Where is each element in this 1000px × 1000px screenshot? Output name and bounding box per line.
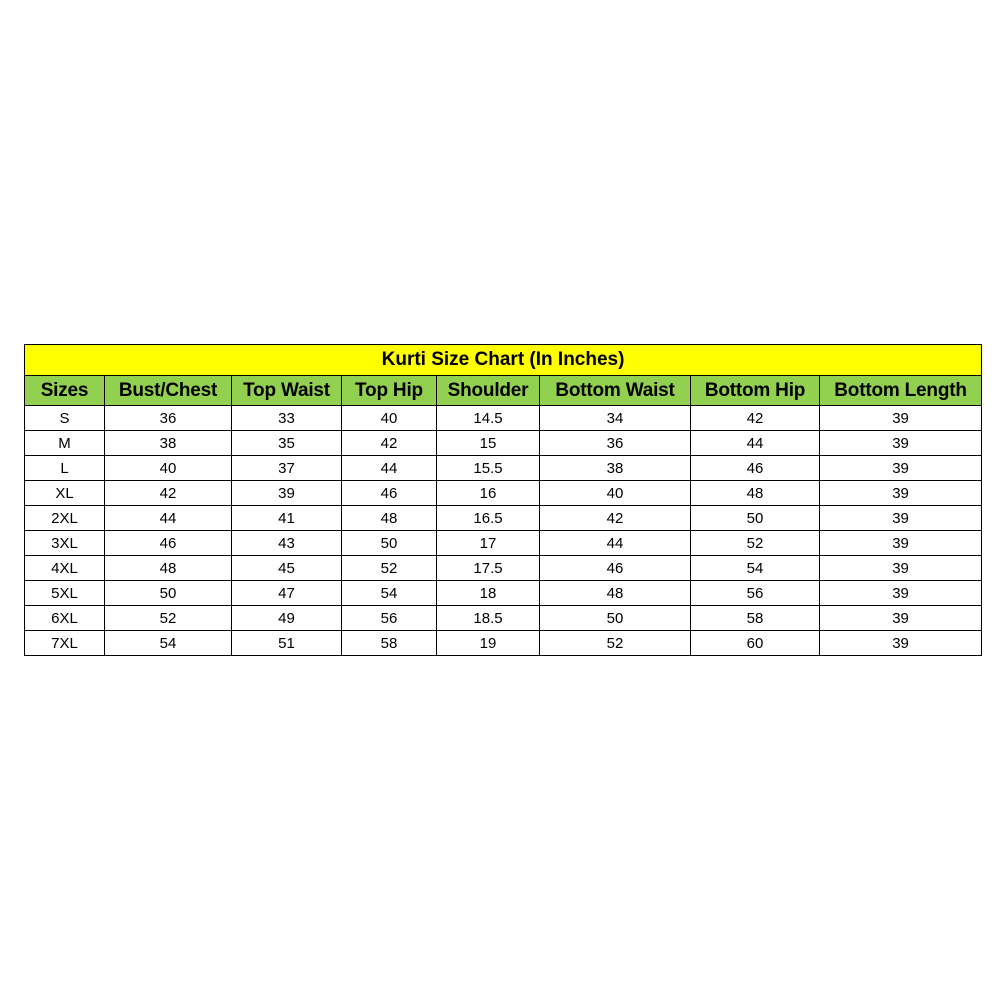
table-header-row: [25, 376, 982, 406]
kurti-size-chart-table: [24, 344, 982, 656]
cell-top-hip: 50: [342, 531, 437, 556]
cell-bottom-waist: 48: [540, 581, 691, 606]
cell-bottom-waist: 46: [540, 556, 691, 581]
cell-bottom-waist: 34: [540, 406, 691, 431]
table-row: [25, 581, 982, 606]
cell-top-hip: 52: [342, 556, 437, 581]
column-header-bottom-length: Bottom Length: [820, 376, 982, 406]
cell-bust-chest: 50: [105, 581, 232, 606]
table-row: [25, 631, 982, 656]
cell-top-hip: 44: [342, 456, 437, 481]
cell-size: 2XL: [25, 506, 105, 531]
cell-bottom-hip: 44: [691, 431, 820, 456]
cell-shoulder: 17: [437, 531, 540, 556]
column-header-bottom-hip: Bottom Hip: [691, 376, 820, 406]
cell-bust-chest: 36: [105, 406, 232, 431]
cell-top-waist: 51: [232, 631, 342, 656]
table-row: [25, 431, 982, 456]
cell-shoulder: 15: [437, 431, 540, 456]
cell-bottom-waist: 38: [540, 456, 691, 481]
cell-top-hip: 48: [342, 506, 437, 531]
cell-top-waist: 39: [232, 481, 342, 506]
column-header-shoulder: Shoulder: [437, 376, 540, 406]
cell-shoulder: 18: [437, 581, 540, 606]
table-title: Kurti Size Chart (In Inches): [25, 345, 982, 376]
cell-size: S: [25, 406, 105, 431]
cell-bust-chest: 46: [105, 531, 232, 556]
cell-bottom-waist: 42: [540, 506, 691, 531]
cell-bottom-waist: 52: [540, 631, 691, 656]
cell-bottom-waist: 36: [540, 431, 691, 456]
cell-bottom-length: 39: [820, 581, 982, 606]
cell-top-hip: 42: [342, 431, 437, 456]
cell-top-waist: 47: [232, 581, 342, 606]
cell-bottom-hip: 52: [691, 531, 820, 556]
cell-top-waist: 49: [232, 606, 342, 631]
cell-bottom-length: 39: [820, 606, 982, 631]
cell-top-waist: 33: [232, 406, 342, 431]
cell-shoulder: 14.5: [437, 406, 540, 431]
cell-top-waist: 35: [232, 431, 342, 456]
cell-bottom-hip: 60: [691, 631, 820, 656]
cell-size: 6XL: [25, 606, 105, 631]
cell-top-hip: 58: [342, 631, 437, 656]
cell-size: L: [25, 456, 105, 481]
table-row: [25, 556, 982, 581]
cell-bottom-hip: 42: [691, 406, 820, 431]
cell-bottom-length: 39: [820, 506, 982, 531]
cell-size: XL: [25, 481, 105, 506]
table-row: [25, 406, 982, 431]
cell-top-hip: 56: [342, 606, 437, 631]
cell-bottom-length: 39: [820, 456, 982, 481]
table-row: [25, 456, 982, 481]
cell-top-hip: 54: [342, 581, 437, 606]
cell-bottom-waist: 50: [540, 606, 691, 631]
cell-shoulder: 17.5: [437, 556, 540, 581]
cell-size: 4XL: [25, 556, 105, 581]
cell-bust-chest: 48: [105, 556, 232, 581]
cell-top-hip: 40: [342, 406, 437, 431]
cell-top-hip: 46: [342, 481, 437, 506]
cell-bottom-hip: 48: [691, 481, 820, 506]
cell-bust-chest: 40: [105, 456, 232, 481]
column-header-sizes: Sizes: [25, 376, 105, 406]
cell-top-waist: 43: [232, 531, 342, 556]
cell-bottom-hip: 46: [691, 456, 820, 481]
cell-bottom-hip: 58: [691, 606, 820, 631]
cell-bust-chest: 52: [105, 606, 232, 631]
cell-bottom-hip: 54: [691, 556, 820, 581]
cell-shoulder: 18.5: [437, 606, 540, 631]
cell-shoulder: 15.5: [437, 456, 540, 481]
cell-bottom-length: 39: [820, 406, 982, 431]
cell-size: 7XL: [25, 631, 105, 656]
cell-bottom-length: 39: [820, 531, 982, 556]
cell-top-waist: 45: [232, 556, 342, 581]
table-body: [25, 406, 982, 656]
table-row: [25, 481, 982, 506]
cell-bust-chest: 42: [105, 481, 232, 506]
column-header-top-hip: Top Hip: [342, 376, 437, 406]
cell-bust-chest: 54: [105, 631, 232, 656]
table-row: [25, 606, 982, 631]
cell-shoulder: 19: [437, 631, 540, 656]
cell-bottom-waist: 40: [540, 481, 691, 506]
cell-bottom-waist: 44: [540, 531, 691, 556]
table-row: [25, 531, 982, 556]
column-header-bust-chest: Bust/Chest: [105, 376, 232, 406]
cell-bust-chest: 44: [105, 506, 232, 531]
cell-top-waist: 41: [232, 506, 342, 531]
cell-bottom-hip: 56: [691, 581, 820, 606]
cell-shoulder: 16.5: [437, 506, 540, 531]
cell-size: 5XL: [25, 581, 105, 606]
table-row: [25, 506, 982, 531]
cell-size: M: [25, 431, 105, 456]
cell-bottom-length: 39: [820, 431, 982, 456]
cell-bust-chest: 38: [105, 431, 232, 456]
column-header-top-waist: Top Waist: [232, 376, 342, 406]
cell-size: 3XL: [25, 531, 105, 556]
table-title-row: [25, 345, 982, 376]
cell-bottom-hip: 50: [691, 506, 820, 531]
cell-bottom-length: 39: [820, 556, 982, 581]
cell-top-waist: 37: [232, 456, 342, 481]
column-header-bottom-waist: Bottom Waist: [540, 376, 691, 406]
cell-bottom-length: 39: [820, 631, 982, 656]
cell-bottom-length: 39: [820, 481, 982, 506]
cell-shoulder: 16: [437, 481, 540, 506]
